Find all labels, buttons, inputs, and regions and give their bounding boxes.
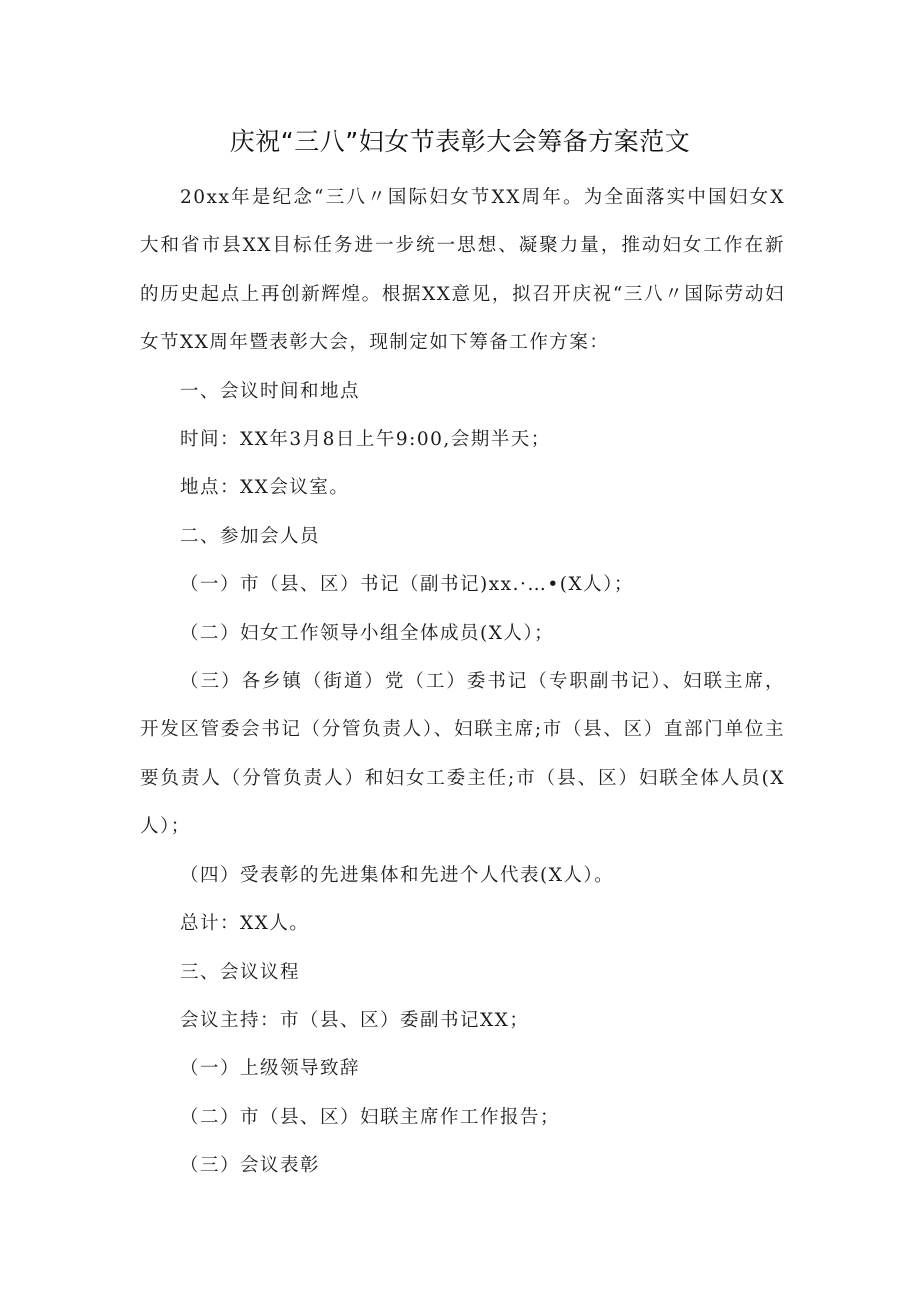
attendee-item-3: （三）各乡镇（街道）党（工）委书记（专职副书记）、妇联主席，开发区管委会书记（分管负责人）、妇联主席;市（县、区）直部门单位主要负责人（分管负责人）和妇女工委主任;市（县、区）妇联全体人员(X人）； (140, 671, 785, 838)
agenda-host: 会议主持：市（县、区）委副书记XX； (180, 1009, 530, 1031)
attendee-item-4: （四）受表彰的先进集体和先进个人代表(X人）。 (180, 864, 615, 886)
section-heading-time-location: 一、会议时间和地点 (180, 380, 361, 402)
paragraph-location: 地点：XX会议室。 (180, 477, 350, 499)
attendee-item-1: （一）市（县、区）书记（副书记)xx.·…•(X人）； (180, 574, 634, 596)
agenda-item-2: （二）市（县、区）妇联主席作工作报告； (180, 1106, 561, 1128)
paragraph-intro: 20xx年是纪念“三八〃国际妇女节XX周年。为全面落实中国妇女X大和省市县XX目标任务进一步统一思想、凝聚力量，推动妇女工作在新的历史起点上再创新辉煌。根据XX意见，拟召开庆祝“三八〃国际劳动妇女节XX周年暨表彰大会，现制定如下筹备工作方案： (140, 187, 785, 354)
agenda-item-1: （一）上级领导致辞 (180, 1058, 361, 1080)
section-heading-agenda: 三、会议议程 (180, 961, 301, 983)
document-body (140, 174, 785, 1191)
attendee-total: 总计：XX人。 (180, 913, 310, 935)
paragraph-time: 时间：XX年3月8日上午9:00,会期半天； (180, 429, 551, 451)
section-heading-attendees: 二、参加会人员 (180, 525, 321, 547)
document-title: 庆祝“三八”妇女节表彰大会筹备方案范文 (229, 127, 691, 156)
agenda-item-3: （三）会议表彰 (180, 1155, 321, 1177)
attendee-item-2: （二）妇女工作领导小组全体成员(X人）； (180, 622, 555, 644)
